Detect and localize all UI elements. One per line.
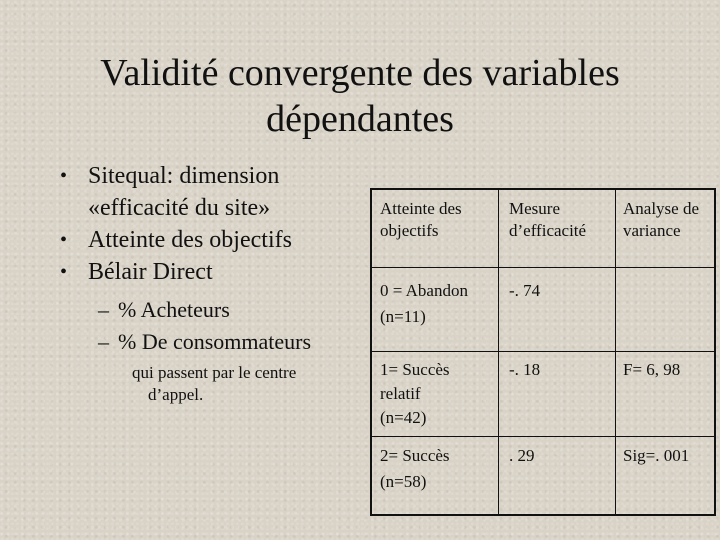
header-atteinte	[380, 198, 462, 242]
bullet-sitequal	[60, 160, 360, 224]
header-text: Analyse de	[623, 199, 700, 218]
title-line-2: dépendantes	[266, 98, 454, 140]
dash-icon: –	[98, 329, 109, 354]
table-row-2-mesure: -. 18	[509, 360, 541, 379]
bullet-dot-icon: •	[60, 165, 68, 187]
bullet-text: Bélair Direct	[88, 259, 213, 285]
header-analyse	[623, 198, 699, 242]
table-divider	[372, 436, 714, 437]
header-text: d’efficacité	[509, 221, 587, 240]
cell-text: 0 = Abandon	[380, 281, 468, 300]
dash-icon: –	[98, 297, 109, 322]
table-row-1-group	[380, 278, 468, 330]
table-row-1-mesure: -. 74	[509, 281, 541, 300]
cell-text: (n=58)	[380, 472, 427, 491]
table-divider	[615, 190, 616, 514]
bullet-text: «efficacité du site»	[88, 195, 271, 221]
sub-bullet-acheteurs	[60, 294, 360, 326]
slide-title	[0, 50, 720, 142]
table-divider	[498, 190, 499, 514]
bullet-dot-icon: •	[60, 229, 68, 251]
header-text: Mesure	[509, 199, 560, 218]
table-row-3-analyse: Sig=. 001	[623, 446, 690, 465]
sub-bullet-text: % Acheteurs	[118, 297, 230, 322]
title-line-1: Validité convergente des variables	[100, 52, 620, 94]
bullet-text: Atteinte des objectifs	[88, 227, 292, 253]
sub-bullet-text: % De consommateurs	[118, 329, 312, 354]
header-text: variance	[623, 221, 681, 240]
bullet-list	[60, 160, 360, 406]
table-row-2-group	[380, 358, 450, 430]
note-line-1: qui passent par le centre	[132, 363, 297, 382]
cell-text: relatif	[380, 384, 421, 403]
header-text: objectifs	[380, 221, 439, 240]
sub-bullet-consommateurs	[60, 326, 360, 358]
sub-bullet-note	[60, 362, 360, 406]
bullet-atteinte	[60, 224, 360, 256]
table-row-3-group	[380, 443, 450, 495]
bullet-belair	[60, 256, 360, 288]
bullet-text: Sitequal: dimension	[88, 163, 280, 189]
cell-text: 1= Succès	[380, 360, 450, 379]
table-divider	[372, 267, 714, 268]
table-divider	[372, 351, 714, 352]
header-text: Atteinte des	[380, 199, 462, 218]
results-table	[370, 188, 716, 516]
cell-text: (n=42)	[380, 408, 427, 427]
header-mesure	[509, 198, 586, 242]
cell-text: (n=11)	[380, 307, 426, 326]
table-row-3-mesure: . 29	[509, 446, 535, 465]
bullet-dot-icon: •	[60, 261, 68, 283]
cell-text: 2= Succès	[380, 446, 450, 465]
note-line-2: d’appel.	[148, 385, 204, 404]
table-row-2-analyse: F= 6, 98	[623, 360, 681, 379]
